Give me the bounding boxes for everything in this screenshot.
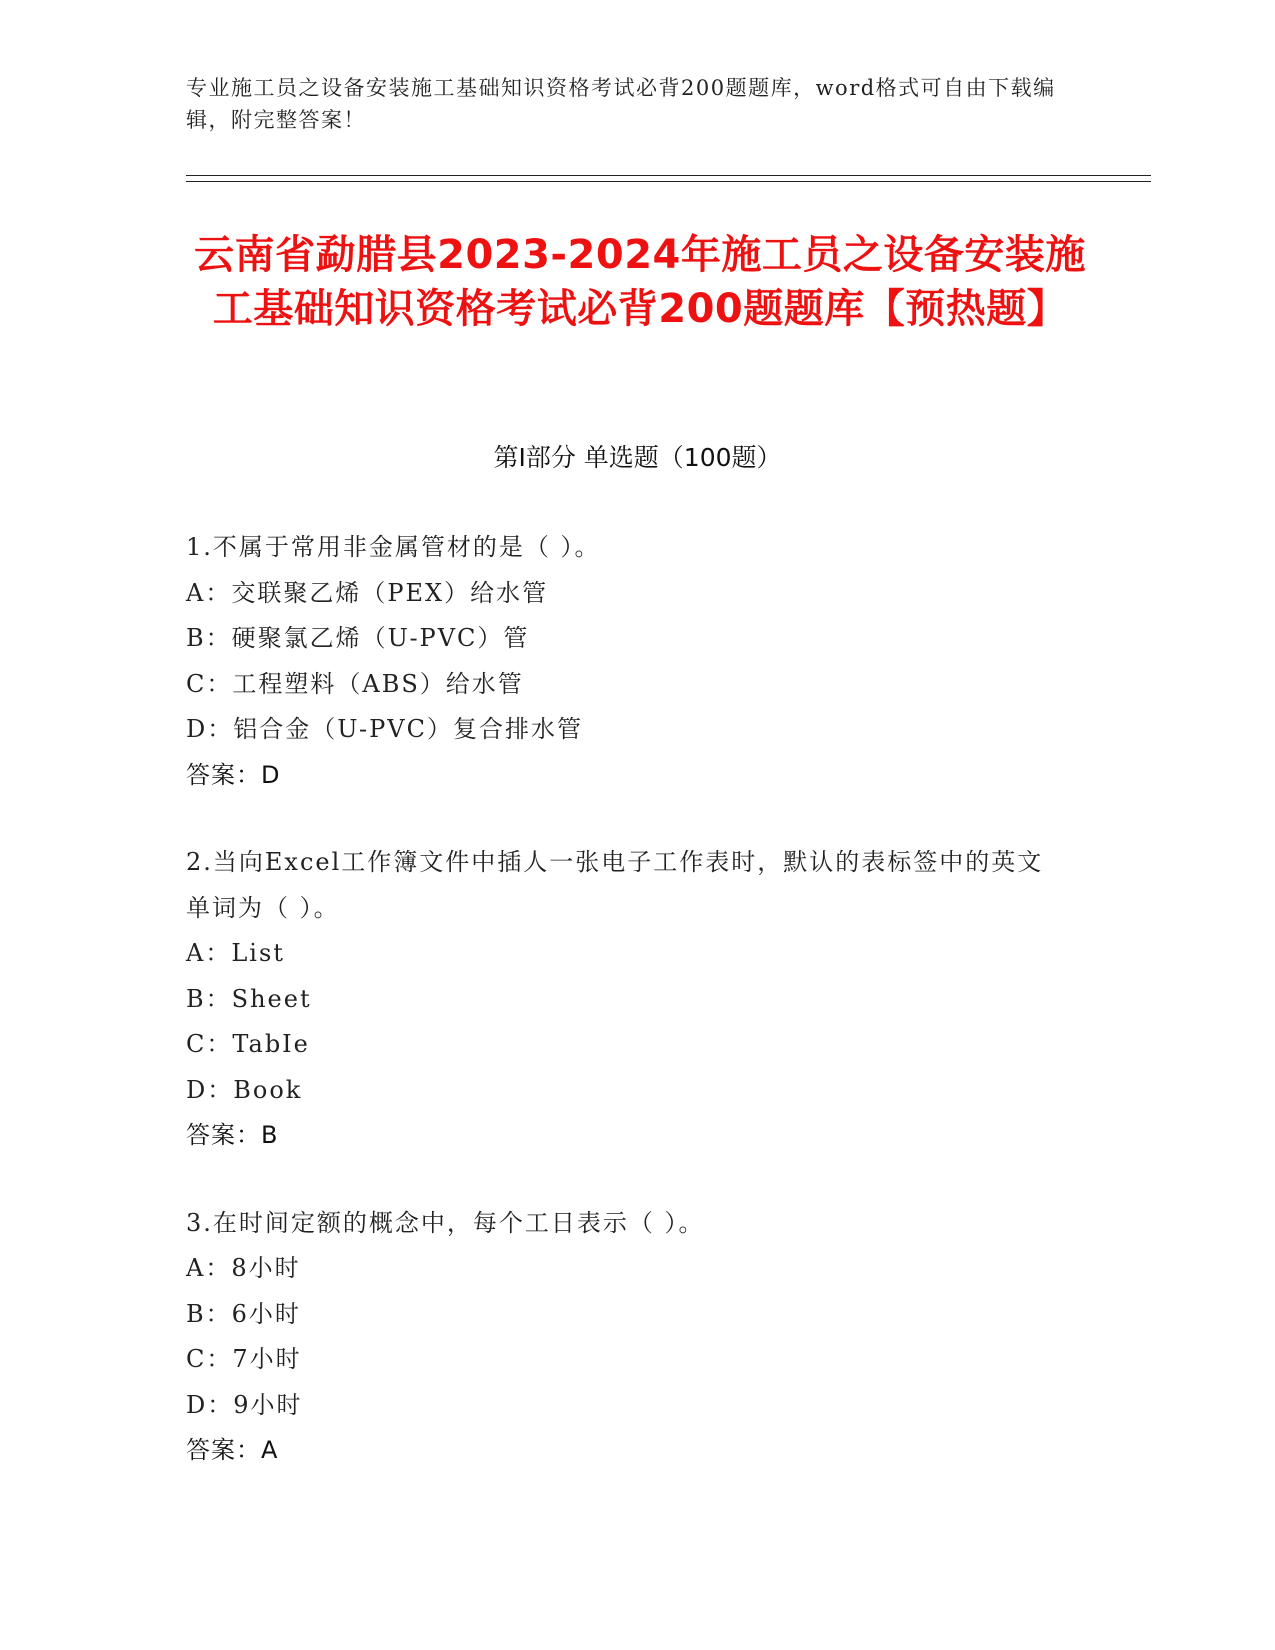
header-divider-bottom [186, 181, 1151, 182]
question-2 [186, 840, 1066, 1159]
option-c: C：TabIe [186, 1030, 310, 1058]
question-3 [186, 1201, 1066, 1474]
option-b: B：6小时 [186, 1299, 301, 1328]
option-a: A：List [186, 939, 285, 967]
option-c: C：7小时 [186, 1345, 302, 1373]
question-stem: 2.当向Excel工作簿文件中插人一张电子工作表时，默认的表标签中的英文单词为（ ）。 [186, 848, 1044, 922]
section-heading: 第I部分 单选题（100题） [493, 443, 782, 472]
answer-line: 答案：D [186, 760, 281, 789]
header-note: 专业施工员之设备安装施工基础知识资格考试必背200题题库，word格式可自由下载编辑，附完整答案！ [186, 76, 1056, 132]
document-title: 云南省勐腊县2023-2024年施工员之设备安装施工基础知识资格考试必背200题题库【预热题】 [194, 232, 1086, 332]
option-d: D：Book [186, 1075, 303, 1104]
question-stem: 3.在时间定额的概念中，每个工日表示（ ）。 [186, 1208, 705, 1237]
answer-line: 答案：B [186, 1121, 279, 1149]
option-b: B：硬聚氯乙烯（U-PVC）管 [186, 624, 530, 652]
question-1 [186, 525, 1066, 798]
option-d: D：9小时 [186, 1390, 303, 1419]
option-a: A：8小时 [186, 1254, 301, 1282]
header-divider-top [186, 175, 1151, 176]
option-c: C：工程塑料（ABS）给水管 [186, 669, 524, 698]
option-a: A：交联聚乙烯（PEX）给水管 [186, 578, 549, 607]
option-b: B：Sheet [186, 984, 312, 1013]
option-d: D：铝合金（U-PVC）复合排水管 [186, 715, 583, 743]
question-list [186, 525, 1066, 1516]
answer-line: 答案：A [186, 1436, 279, 1464]
question-stem: 1.不属于常用非金属管材的是（ ）。 [186, 533, 601, 561]
